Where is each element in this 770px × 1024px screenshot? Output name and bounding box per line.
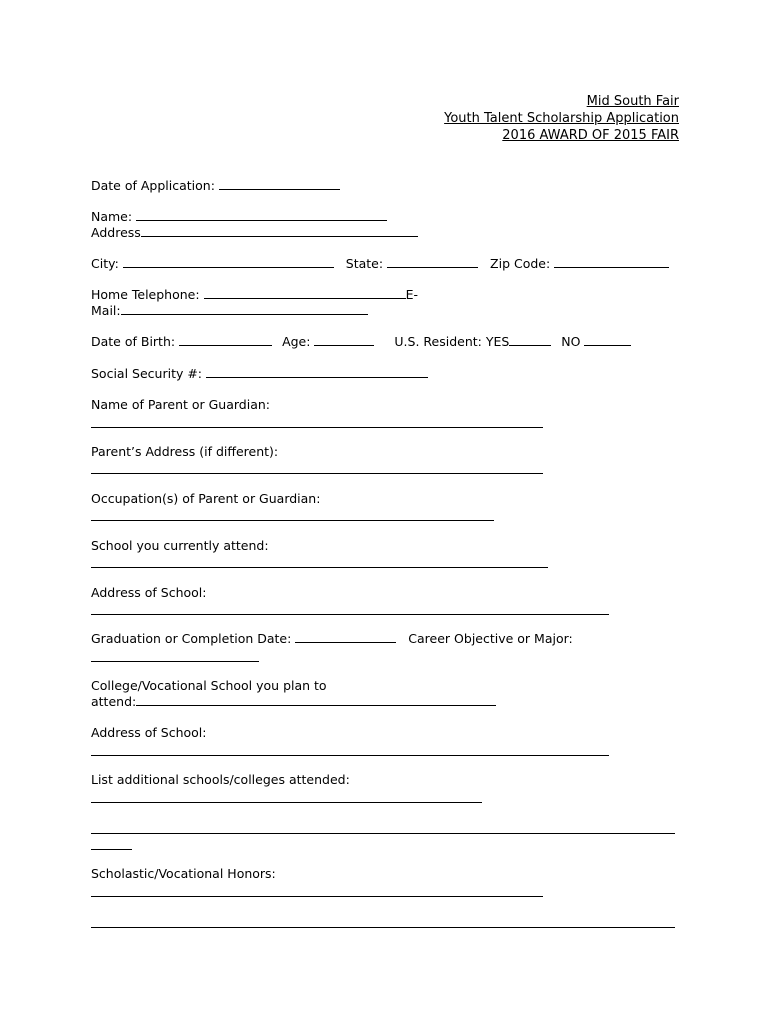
date-of-birth-label: Date of Birth: xyxy=(91,334,176,349)
additional-schools-label: List additional schools/colleges attended: xyxy=(91,772,350,787)
current-school-label: School you currently attend: xyxy=(91,538,269,553)
parent-name-label: Name of Parent or Guardian: xyxy=(91,397,271,412)
career-objective-field[interactable] xyxy=(91,661,259,662)
graduation-date-label: Graduation or Completion Date: xyxy=(91,631,292,646)
graduation-career-row xyxy=(91,631,573,647)
city-label: City: xyxy=(91,256,119,271)
home-telephone-row xyxy=(91,287,418,303)
zip-code-label: Zip Code: xyxy=(490,256,551,271)
additional-schools-field-1[interactable] xyxy=(91,802,482,803)
address-label: Address xyxy=(91,225,141,240)
email-label-part2: Mail: xyxy=(91,303,121,318)
us-resident-no-field[interactable] xyxy=(584,334,631,346)
honors-field-2[interactable] xyxy=(91,927,675,928)
name-row xyxy=(91,209,387,225)
plan-school-row xyxy=(91,694,496,710)
date-of-application-label: Date of Application: xyxy=(91,178,215,193)
date-of-application-row xyxy=(91,178,340,194)
parent-address-field[interactable] xyxy=(91,473,543,474)
ssn-field[interactable] xyxy=(206,366,428,378)
ssn-label: Social Security #: xyxy=(91,366,203,381)
header-org-name: Mid South Fair xyxy=(586,94,679,109)
form-header xyxy=(444,93,679,144)
email-field[interactable] xyxy=(121,303,368,315)
state-label: State: xyxy=(345,256,384,271)
name-label: Name: xyxy=(91,209,133,224)
parent-occupation-field[interactable] xyxy=(91,520,494,521)
address-field[interactable] xyxy=(141,225,418,237)
age-field[interactable] xyxy=(314,334,374,346)
plan-school-label-line2: attend: xyxy=(91,694,137,709)
honors-label: Scholastic/Vocational Honors: xyxy=(91,866,276,881)
additional-schools-field-2[interactable] xyxy=(91,833,675,834)
school-address-label: Address of School: xyxy=(91,585,207,600)
email-label-part1: E- xyxy=(405,287,418,302)
career-objective-label: Career Objective or Major: xyxy=(408,631,573,646)
ssn-row xyxy=(91,366,428,382)
city-state-zip-row xyxy=(91,256,669,272)
state-field[interactable] xyxy=(387,256,478,268)
school-address-field[interactable] xyxy=(91,614,609,615)
us-resident-yes-field[interactable] xyxy=(509,334,551,346)
header-award-year: 2016 AWARD OF 2015 FAIR xyxy=(502,128,679,143)
email-row xyxy=(91,303,368,319)
additional-schools-field-2-wrap[interactable] xyxy=(91,849,132,850)
us-resident-yes-label: U.S. Resident: YES xyxy=(394,334,510,349)
home-telephone-label: Home Telephone: xyxy=(91,287,200,302)
date-of-application-field[interactable] xyxy=(219,178,340,190)
dob-age-resident-row xyxy=(91,334,631,350)
age-label: Age: xyxy=(282,334,311,349)
plan-school-address-field[interactable] xyxy=(91,755,609,756)
parent-name-field[interactable] xyxy=(91,427,543,428)
name-field[interactable] xyxy=(136,209,387,221)
graduation-date-field[interactable] xyxy=(295,631,396,643)
home-telephone-field[interactable] xyxy=(204,287,406,299)
plan-school-address-label: Address of School: xyxy=(91,725,207,740)
plan-school-label-line1: College/Vocational School you plan to xyxy=(91,678,327,693)
parent-occupation-label: Occupation(s) of Parent or Guardian: xyxy=(91,491,321,506)
parent-address-label: Parent’s Address (if different): xyxy=(91,444,279,459)
address-row xyxy=(91,225,418,241)
date-of-birth-field[interactable] xyxy=(179,334,272,346)
plan-school-field[interactable] xyxy=(136,694,496,706)
city-field[interactable] xyxy=(123,256,334,268)
header-form-title: Youth Talent Scholarship Application xyxy=(444,111,679,126)
honors-field-1[interactable] xyxy=(91,896,543,897)
us-resident-no-label: NO xyxy=(561,334,581,349)
zip-code-field[interactable] xyxy=(554,256,669,268)
current-school-field[interactable] xyxy=(91,567,548,568)
